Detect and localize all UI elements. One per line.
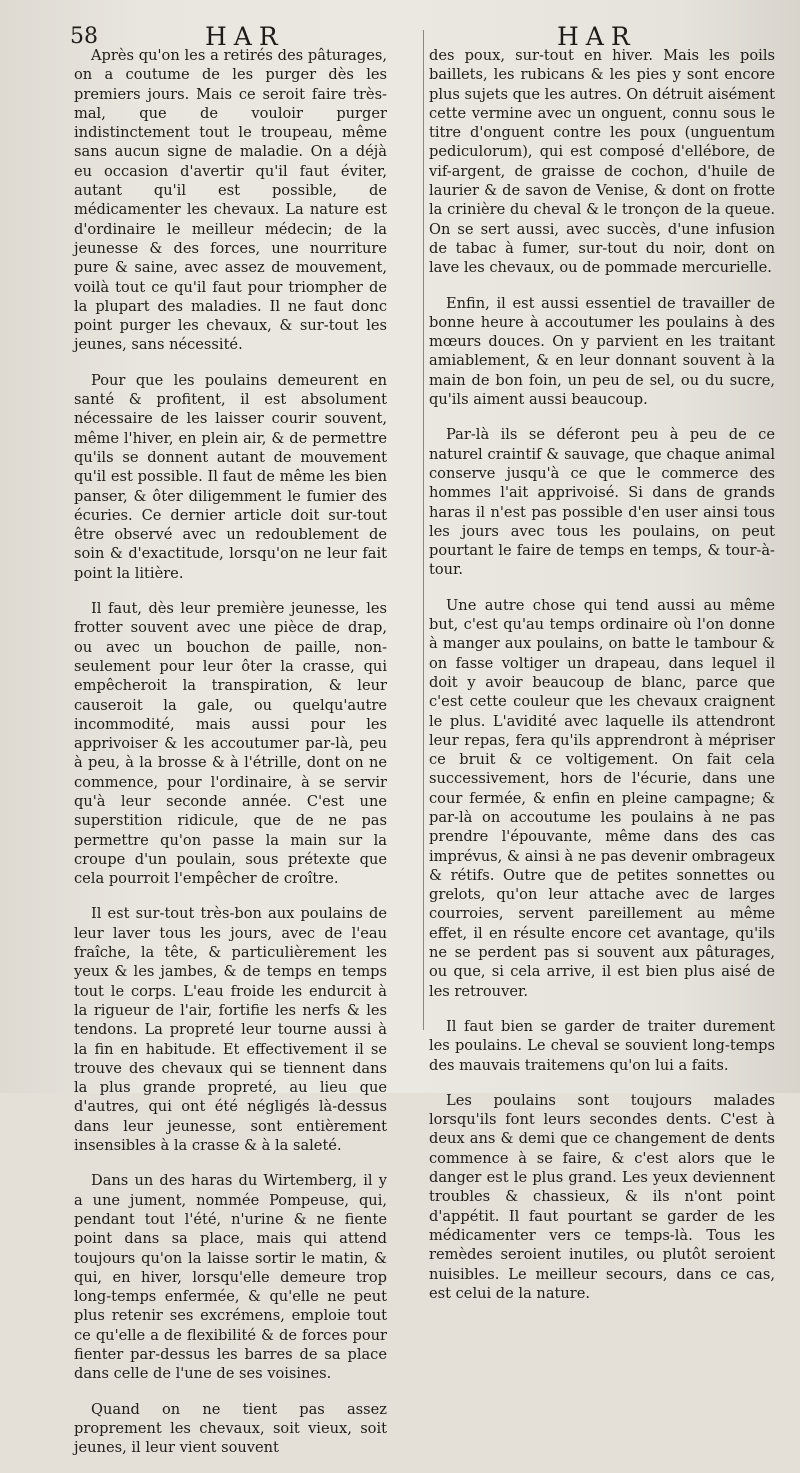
paragraph: Il faut, dès leur première jeunesse, les frotter souvent avec une pièce de drap, ou avec un bouchon de paille, non-seulement pour leur ôter la crasse, qui empêcheroit la transpiration, & leur causeroit la gale, ou quelqu'autre incommodité, mais aussi pour les apprivoiser & les accoutumer par-là, peu à peu, à la brosse & à l'étrille, dont on ne commence, pour l'ordinaire, à se servir qu'à leur seconde année. C'est une superstition ridicule, que de ne pas permettre qu'on passe la main sur la croupe d'un poulain, sous prétexte que cela pourroit l'empêcher de croître. <box>74 600 387 888</box>
paragraph: Enfin, il est aussi essentiel de travailler de bonne heure à accoutumer les poulains à des mœurs douces. On y parvient en les traitant amiablement, & en leur donnant souvent à la main de bon foin, un peu de sel, ou du sucre, qu'ils aiment aussi beaucoup. <box>429 294 775 409</box>
right-column <box>429 46 775 1319</box>
paragraph-continued: des poux, sur-tout en hiver. Mais les poils baillets, les rubicans & les pies y sont encore plus sujets que les autres. On détruit aisément cette vermine avec un onguent, connu sous le titre d'onguent contre les poux (unguentum pediculorum), qui est composé d'ellébore, de vif-argent, de graisse de cochon, d'huile de laurier & de savon de Venise, & dont on frotte la crinière du cheval & le tronçon de la queue. On se sert aussi, avec succès, d'une infusion de tabac à fumer, sur-tout du noir, dont on lave les chevaux, ou de pommade mercurielle. <box>429 47 775 277</box>
running-title-left: HAR <box>205 22 285 51</box>
paragraph: Une autre chose qui tend aussi au même but, c'est qu'au temps ordinaire où l'on donne à manger aux poulains, on batte le tambour & on fasse voltiger un drapeau, dans lequel il doit y avoir beaucoup de blanc, parce que c'est cette couleur que les chevaux craignent le plus. L'avidité avec laquelle ils attendront leur repas, fera qu'ils apprendront à mépriser ce bruit & ce voltigement. On fait cela successivement, hors de l'écurie, dans une cour fermée, & enfin en pleine campagne; & par-là on accoutume les poulains à ne pas prendre l'épouvante, même dans des cas imprévus, & ainsi à ne pas devenir ombrageux & rétifs. Outre que de petites sonnettes ou grelots, qu'on leur attache avec de larges courroies, servent pareillement au même effet, il en résulte encore cet avantage, qu'ils ne se perdent pas si souvent aux pâturages, ou que, si cela arrive, il est bien plus aisé de les retrouver. <box>429 596 775 1000</box>
paragraph: Les poulains sont toujours malades lorsqu'ils font leurs secondes dents. C'est à deux ans & demi que ce changement de dents commence à se faire, & c'est alors que le danger est le plus grand. Les yeux deviennent troubles & chassieux, & ils n'ont point d'appétit. Il faut pourtant se garder de les médicamenter vers ce temps-là. Tous les remèdes seroient inutiles, ou plutôt seroient nuisibles. Le meilleur secours, dans ce cas, est celui de la nature. <box>429 1091 775 1302</box>
paragraph: Quand on ne tient pas assez proprement les chevaux, soit vieux, soit jeunes, il leur vient souvent <box>74 1400 387 1457</box>
page-number: 58 <box>70 24 98 49</box>
left-column <box>74 46 387 1473</box>
column-divider <box>423 30 424 1030</box>
paragraph: Il est sur-tout très-bon aux poulains de leur laver tous les jours, avec de l'eau fraîche, la tête, & particulièrement les yeux & les jambes, & de temps en temps tout le corps. L'eau froide les endurcit à la rigueur de l'air, fortifie les nerfs & les tendons. La propreté leur tourne aussi à la fin en habitude. Et effectivement il se trouve des chevaux qui se tiennent dans la plus grande propreté, au lieu que d'autres, qui ont été négligés là-dessus dans leur jeunesse, sont entièrement insensibles à la crasse & à la saleté. <box>74 905 387 1155</box>
paragraph: Dans un des haras du Wirtemberg, il y a une jument, nommée Pompeuse, qui, pendant tout l'été, n'urine & ne fiente point dans sa place, mais qui attend toujours qu'on la laisse sortir le matin, & qui, en hiver, lorsqu'elle demeure trop long-temps enfermée, & qu'elle ne peut plus retenir ses excrémens, emploie tout ce qu'elle a de flexibilité & de forces pour fienter par-dessus les barres de sa place dans celle de l'une de ses voisines. <box>74 1172 387 1383</box>
paragraph: Il faut bien se garder de traiter durement les poulains. Le cheval se souvient long-temps des mauvais traitemens qu'on lui a faits. <box>429 1017 775 1074</box>
paragraph: Par-là ils se déferont peu à peu de ce naturel craintif & sauvage, que chaque animal conserve jusqu'à ce que le commerce des hommes l'ait apprivoisé. Si dans de grands haras il n'est pas possible d'en user ainsi tous les jours avec tous les poulains, on peut pourtant le faire de temps en temps, & tour-à-tour. <box>429 426 775 579</box>
paragraph: Pour que les poulains demeurent en santé & profitent, il est absolument nécessaire de les laisser courir souvent, même l'hiver, en plein air, & de permettre qu'ils se donnent autant de mouvement qu'il est possible. Il faut de même les bien panser, & ôter diligemment le fumier des écuries. Ce dernier article doit sur-tout être observé avec un redoublement de soin & d'exactitude, lorsqu'on ne leur fait point la litière. <box>74 371 387 582</box>
paragraph: Après qu'on les a retirés des pâturages, on a coutume de les purger dès les premiers jours. Mais ce seroit faire très-mal, que de vouloir purger indistinctement tout le troupeau, même sans aucun signe de maladie. On a déjà eu occasion d'avertir qu'il faut éviter, autant qu'il est possible, de médicamenter les chevaux. La nature est d'ordinaire le meilleur médecin; de la jeunesse & des forces, une nourriture pure & saine, avec assez de mouvement, voilà tout ce qu'il faut pour triompher de la plupart des maladies. Il ne faut donc point purger les chevaux, & sur-tout les jeunes, sans nécessité. <box>74 47 387 354</box>
running-title-right: HAR <box>557 22 637 51</box>
